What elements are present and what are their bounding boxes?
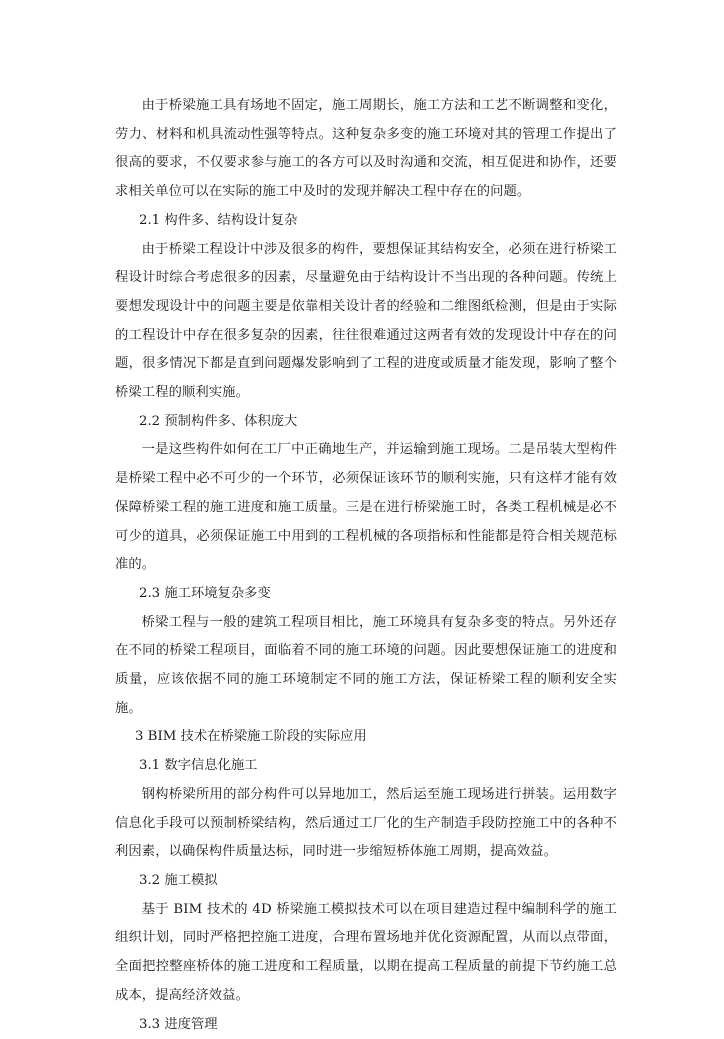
heading-3: 3 BIM 技术在桥梁施工阶段的实际应用 bbox=[115, 723, 617, 752]
document-body bbox=[115, 92, 617, 1039]
heading-3-3: 3.3 进度管理 bbox=[115, 1011, 617, 1039]
paragraph-prefab-components: 一是这些构件如何在工厂中正确地生产，并运输到施工现场。二是吊装大型构件是桥梁工程中必不可少的一个环节，必须保证该环节的顺利实施，只有这样才能有效保障桥梁工程的施工进度和施工质量。三是在进行桥梁施工时，各类工程机械是必不可少的道具，必须保证施工中用到的工程机械的各项指标和性能都是符合相关规范标准的。 bbox=[115, 436, 617, 580]
paragraph-construction-simulation: 基于 BIM 技术的 4D 桥梁施工模拟技术可以在项目建造过程中编制科学的施工组织计划，同时严格把控施工进度，合理布置场地并优化资源配置，从而以点带面，全面把控整座桥体的施工进度和工程质量，以期在提高工程质量的前提下节约施工总成本，提高经济效益。 bbox=[115, 896, 617, 1011]
heading-2-3: 2.3 施工环境复杂多变 bbox=[115, 580, 617, 609]
heading-3-1: 3.1 数字信息化施工 bbox=[115, 752, 617, 781]
heading-2-1: 2.1 构件多、结构设计复杂 bbox=[115, 207, 617, 236]
paragraph-digital-construction: 钢构桥梁所用的部分构件可以异地加工，然后运至施工现场进行拼装。运用数字信息化手段可以预制桥梁结构，然后通过工厂化的生产制造手段防控施工中的各种不利因素，以确保构件质量达标，同时进一步缩短桥体施工周期，提高效益。 bbox=[115, 781, 617, 867]
heading-2-2: 2.2 预制构件多、体积庞大 bbox=[115, 408, 617, 437]
paragraph-bridge-construction-intro: 由于桥梁施工具有场地不固定，施工周期长，施工方法和工艺不断调整和变化，劳力、材料和机具流动性强等特点。这种复杂多变的施工环境对其的管理工作提出了很高的要求，不仅要求参与施工的各方可以及时沟通和交流，相互促进和协作，还要求相关单位可以在实际的施工中及时的发现并解决工程中存在的问题。 bbox=[115, 92, 617, 207]
paragraph-construction-environment: 桥梁工程与一般的建筑工程项目相比，施工环境具有复杂多变的特点。另外还存在不同的桥梁工程项目，面临着不同的施工环境的问题。因此要想保证施工的进度和质量，应该依据不同的施工环境制定不同的施工方法，保证桥梁工程的顺利安全实施。 bbox=[115, 609, 617, 724]
heading-3-2: 3.2 施工模拟 bbox=[115, 867, 617, 896]
paragraph-components-design: 由于桥梁工程设计中涉及很多的构件，要想保证其结构安全，必须在进行桥梁工程设计时综合考虑很多的因素，尽量避免由于结构设计不当出现的各种问题。传统上要想发现设计中的问题主要是依靠相关设计者的经验和二维图纸检测，但是由于实际的工程设计中存在很多复杂的因素，往往很难通过这两者有效的发现设计中存在的问题，很多情况下都是直到问题爆发影响到了工程的进度或质量才能发现，影响了整个桥梁工程的顺利实施。 bbox=[115, 236, 617, 408]
